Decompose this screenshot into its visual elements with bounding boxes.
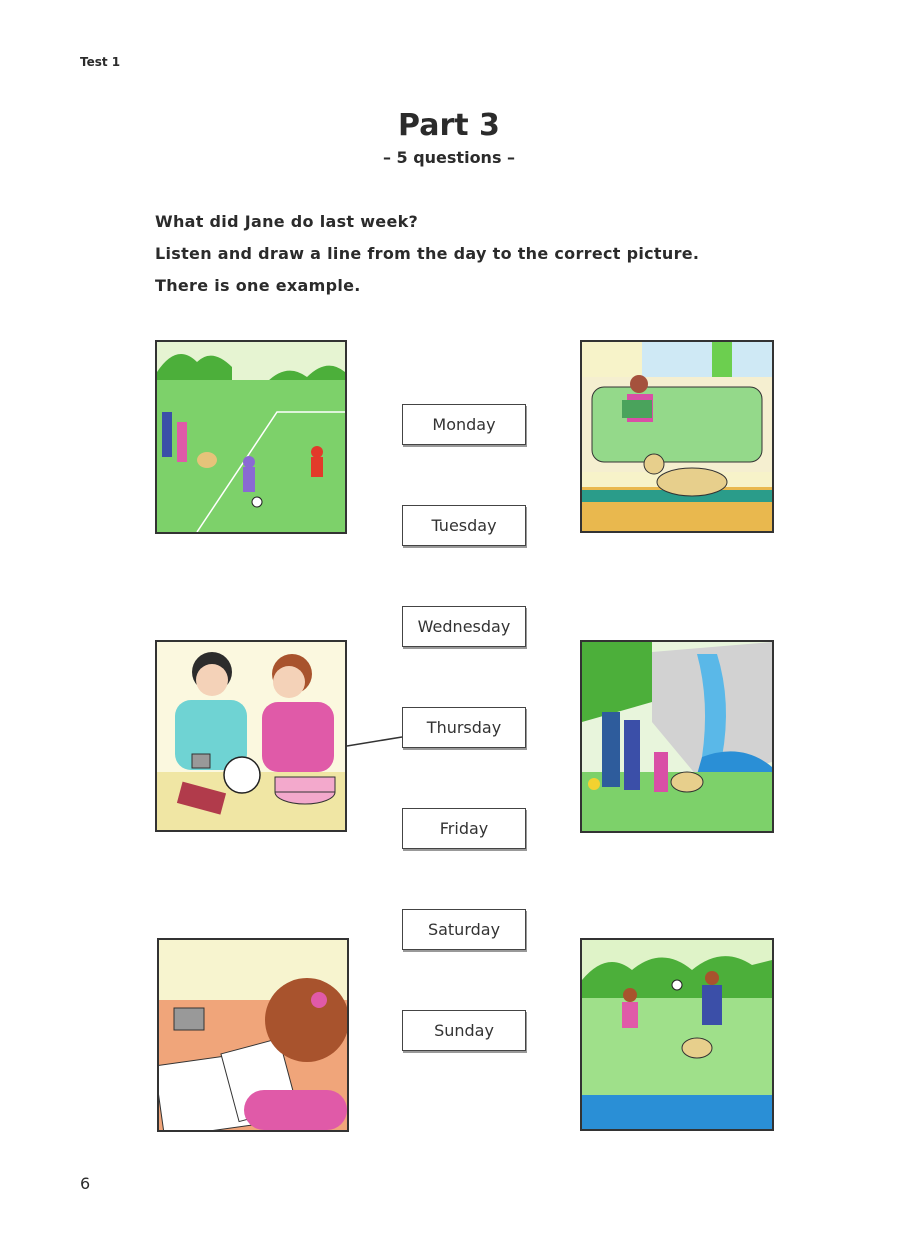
day-box-friday[interactable]: Friday [402,808,526,849]
part-title: Part 3 [398,108,500,143]
instruction-line-1: What did Jane do last week? [155,212,419,231]
day-box-saturday[interactable]: Saturday [402,909,526,950]
day-box-wednesday[interactable]: Wednesday [402,606,526,647]
day-box-thursday[interactable]: Thursday [402,707,526,748]
picture-waterfall-walk[interactable] [580,640,774,833]
picture-football-park[interactable] [155,340,347,534]
picture-park-dog-ball[interactable] [580,938,774,1131]
part-subtitle: – 5 questions – [382,148,516,167]
picture-writing-diary[interactable] [157,938,349,1132]
day-box-monday[interactable]: Monday [402,404,526,445]
page-number: 6 [80,1174,91,1193]
day-box-sunday[interactable]: Sunday [402,1010,526,1051]
day-box-tuesday[interactable]: Tuesday [402,505,526,546]
test-label: Test 1 [80,55,121,69]
instruction-line-3: There is one example. [155,276,361,295]
picture-birthday-presents[interactable] [155,640,347,832]
instruction-line-2: Listen and draw a line from the day to the correct picture. [155,244,700,263]
picture-reading-sofa[interactable] [580,340,774,533]
